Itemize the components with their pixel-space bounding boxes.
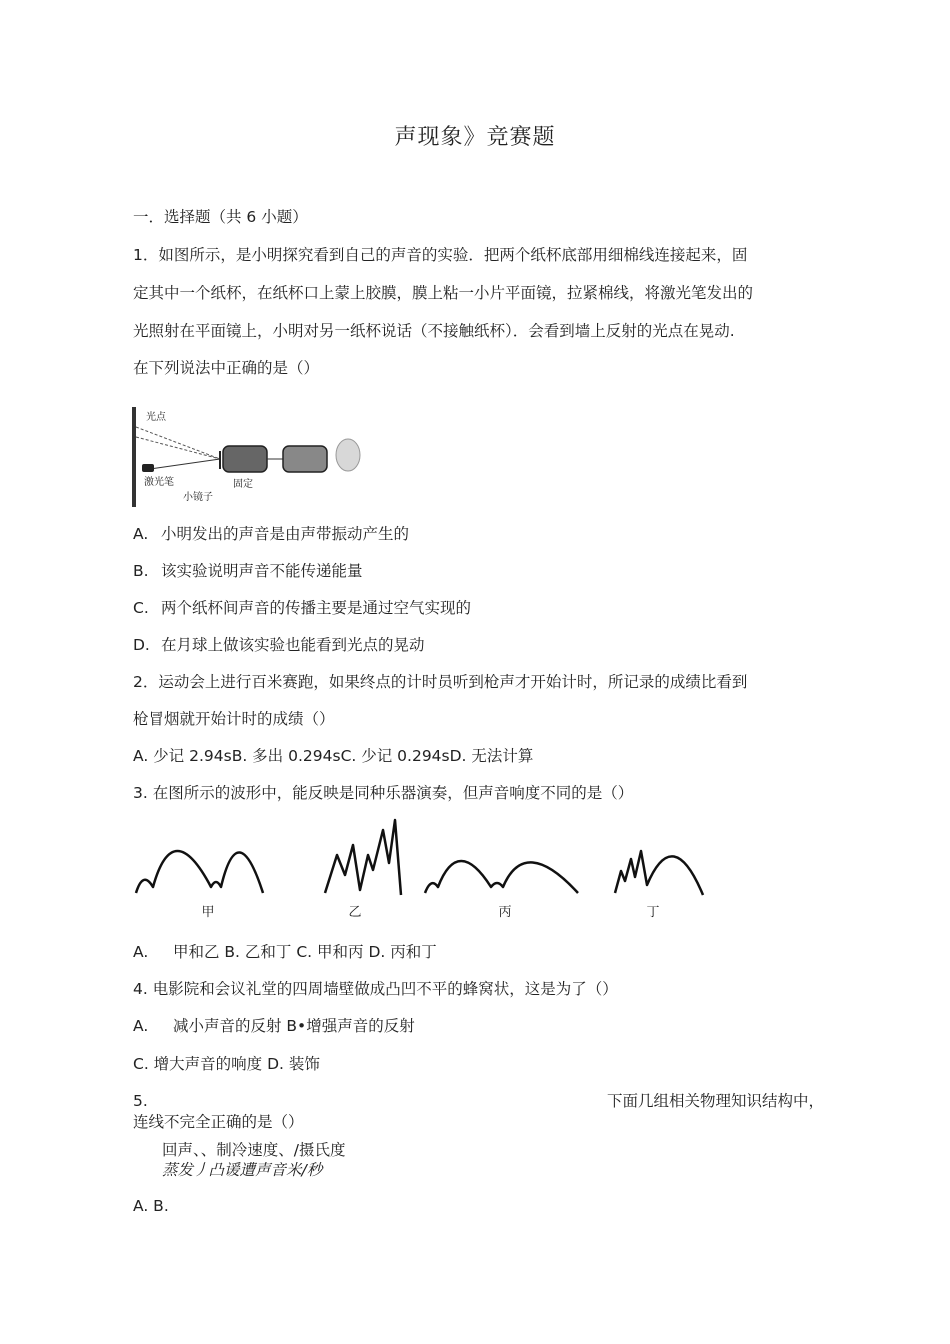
q1-line-3: 光照射在平面镜上，小明对另一纸杯说话（不接触纸杯）．会看到墙上反射的光点在晃动.: [133, 322, 735, 340]
q5-structure-line-2: 蒸发丿凸谖遭声音米/秒: [162, 1161, 323, 1179]
q1-option-c: C. 两个纸杯间声音的传播主要是通过空气实现的: [133, 599, 472, 617]
q4-line: 4. 电影院和会议礼堂的四周墙壁做成凸凹不平的蜂窝状，这是为了（）: [133, 980, 618, 998]
q1-experiment-figure: [128, 405, 368, 510]
q1-option-d: D. 在月球上做该实验也能看到光点的晃动: [133, 636, 425, 654]
wave-label-bing: 丙: [498, 905, 512, 920]
page-title: 声现象》竞赛题: [394, 125, 556, 150]
figure-label-laser: 激光笔: [144, 477, 174, 488]
q1-line-1: 1．如图所示，是小明探究看到自己的声音的实验．把两个纸杯底部用细棉线连接起来，固: [133, 246, 748, 264]
q4-options-cd: C. 增大声音的响度 D. 装饰: [133, 1055, 320, 1073]
wave-label-yi: 乙: [348, 905, 362, 920]
q1-line-4: 在下列说法中正确的是（）: [133, 359, 320, 377]
q1-line-2: 定其中一个纸杯，在纸杯口上蒙上胶膜，膜上粘一小片平面镜，拉紧棉线，将激光笔发出的: [133, 284, 754, 302]
q5-line-2: 连线不完全正确的是（）: [133, 1113, 304, 1131]
section-heading: 一．选择题（共 6 小题）: [133, 208, 308, 226]
figure-label-spot: 光点: [146, 412, 166, 423]
q3-line: 3. 在图所示的波形中，能反映是同种乐器演奏，但声音响度不同的是（）: [133, 784, 634, 802]
q1-option-b: B. 该实验说明声音不能传递能量: [133, 562, 363, 580]
q5-line-right: 下面几组相关物理知识结构中，: [606, 1092, 824, 1110]
q2-line-1: 2．运动会上进行百米赛跑，如果终点的计时员听到枪声才开始计时，所记录的成绩比看到: [133, 673, 748, 691]
wave-label-ding: 丁: [646, 905, 660, 920]
q1-option-a: A. 小明发出的声音是由声带振动产生的: [133, 525, 410, 543]
figure-label-fixed: 固定: [233, 479, 253, 490]
q3-options: A. 甲和乙 B. 乙和丁 C. 甲和丙 D. 丙和丁: [133, 943, 437, 961]
q5-structure-line-1: 回声、、制冷速度、/摄氏度: [162, 1141, 346, 1159]
q2-line-2: 枪冒烟就开始计时的成绩（）: [133, 710, 335, 728]
q2-options: A. 少记 2.94sB. 多出 0.294sC. 少记 0.294sD. 无法计算: [133, 747, 534, 765]
q5-number: 5.: [133, 1092, 148, 1110]
wave-label-jia: 甲: [201, 905, 215, 920]
q3-waveform-figure: [133, 815, 713, 925]
q4-options-ab: A. 减小声音的反射 B•增强声音的反射: [133, 1017, 415, 1035]
q5-options: A. B.: [133, 1197, 169, 1215]
figure-label-mirror: 小镜子: [183, 492, 213, 503]
